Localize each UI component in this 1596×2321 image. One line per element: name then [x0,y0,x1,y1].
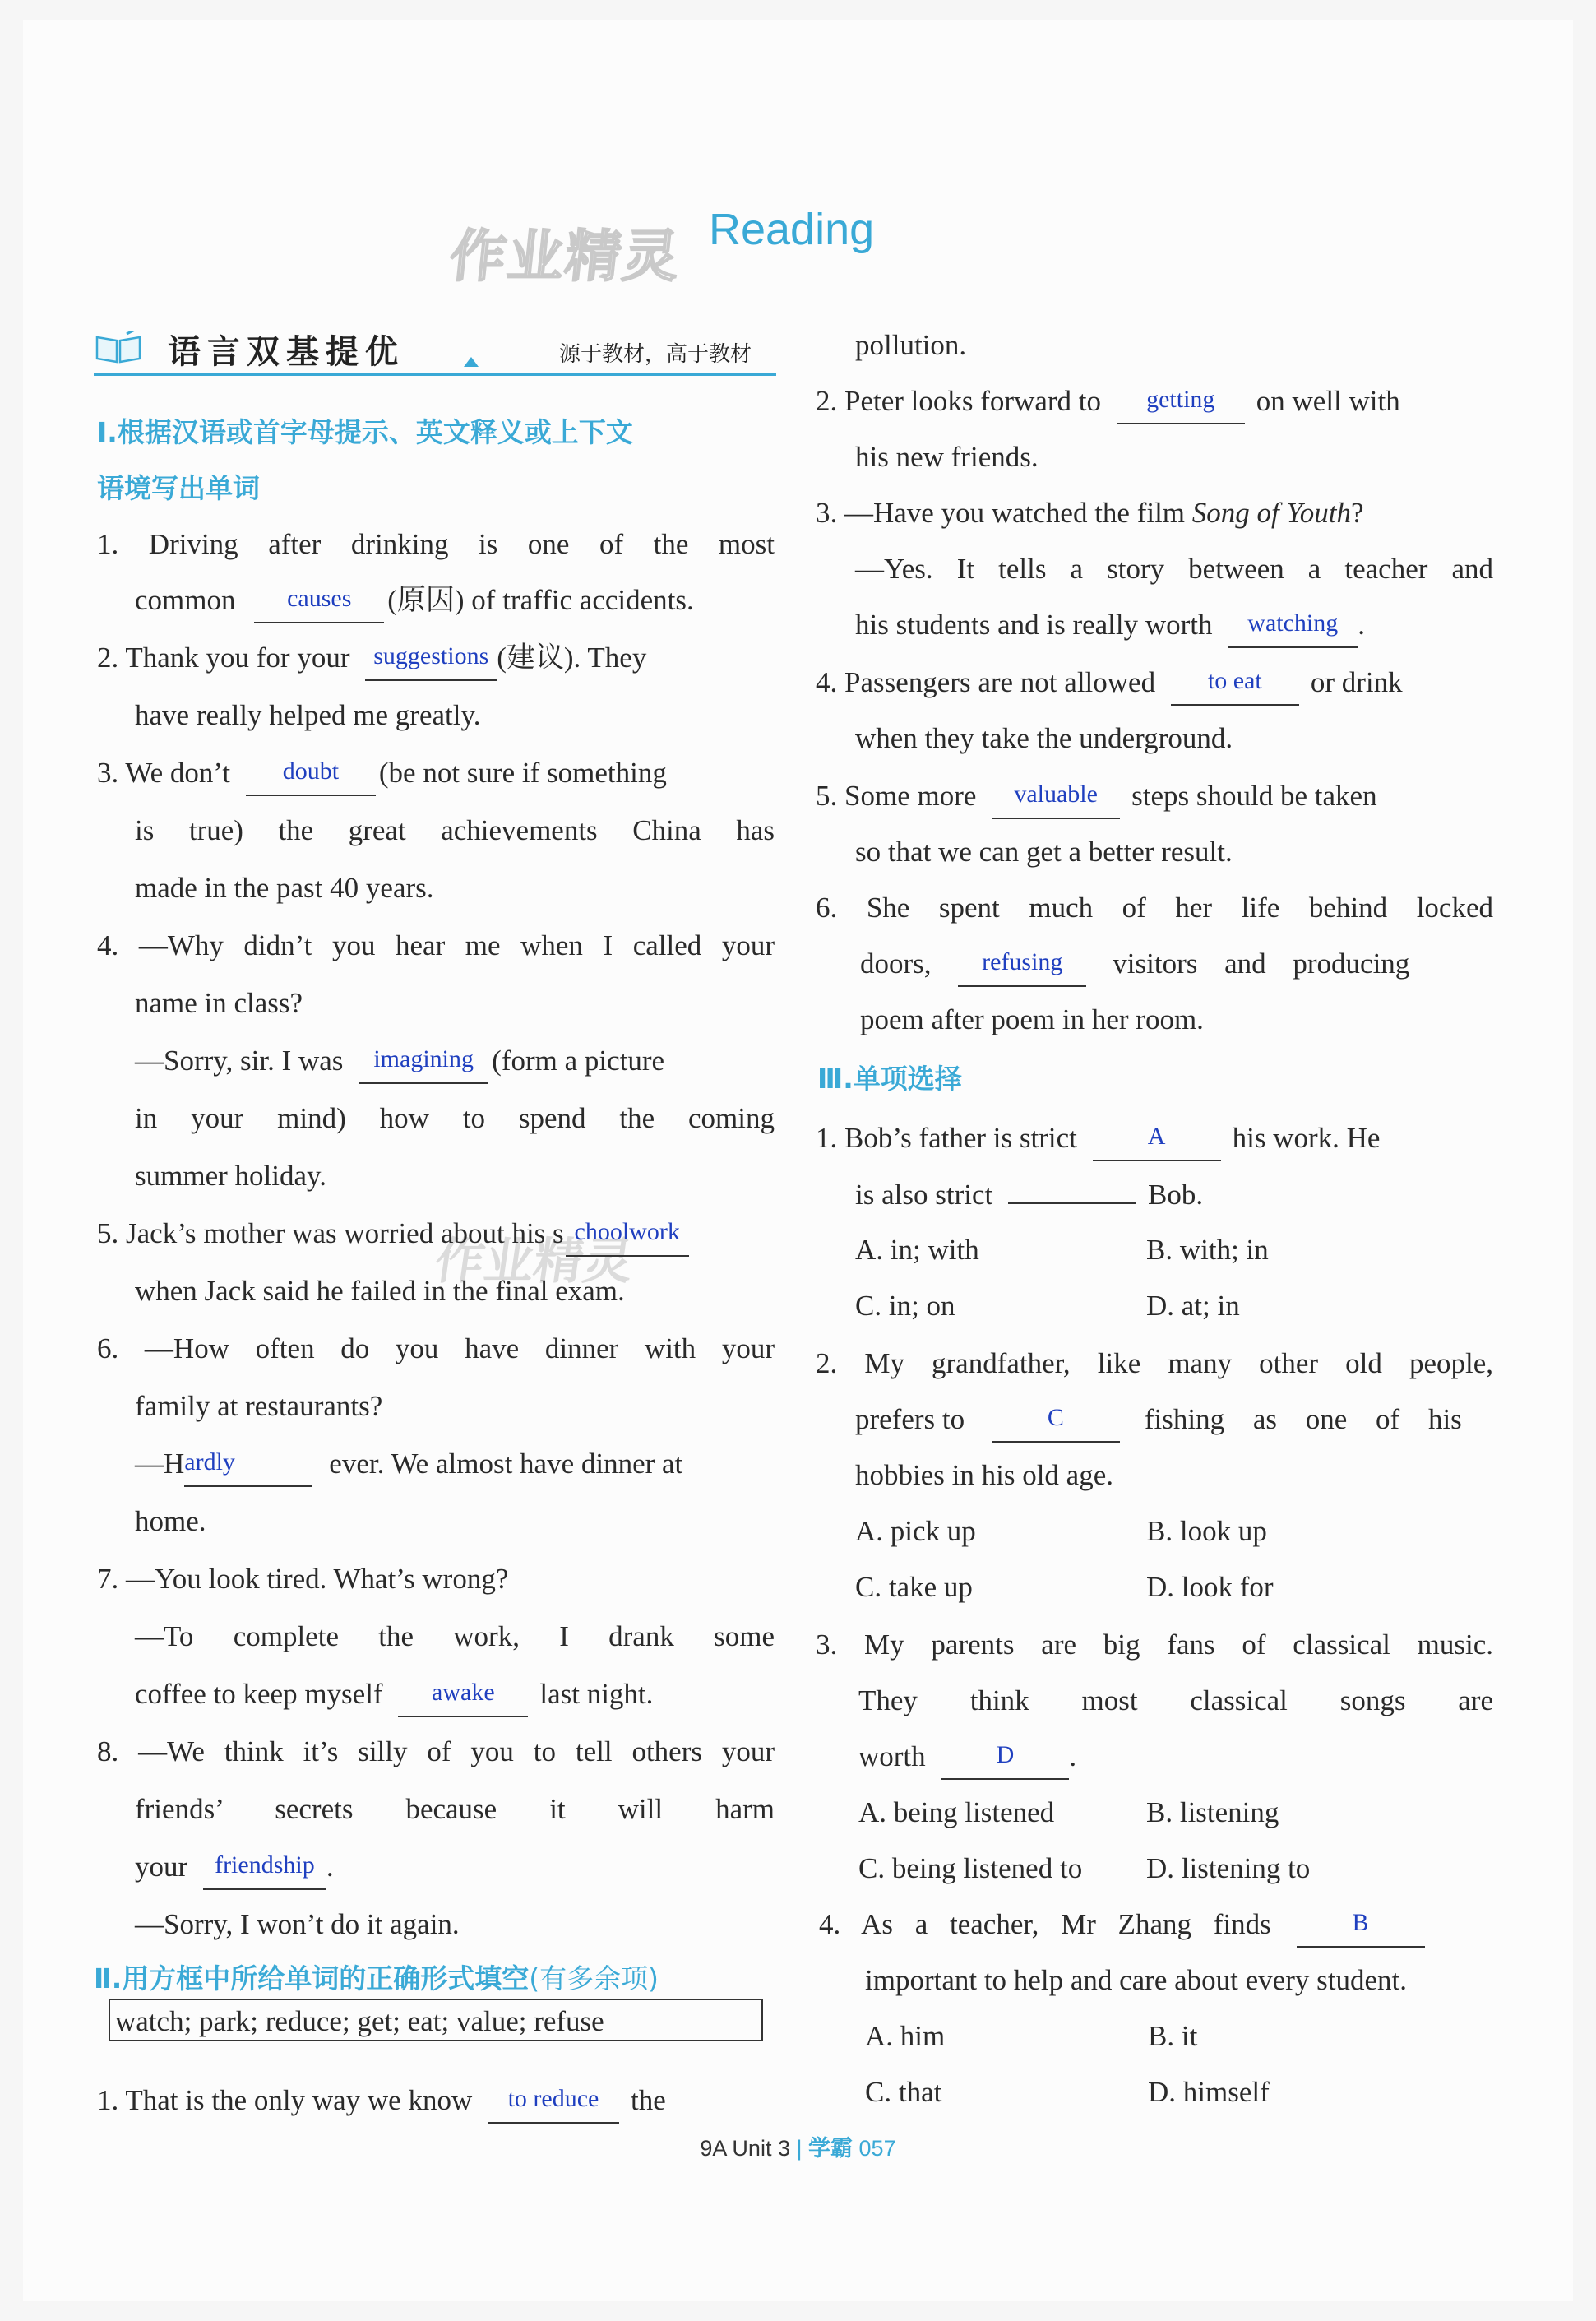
mc3-optC[interactable]: C. being listened to [858,1852,1083,1884]
s2q6-text: doors, [860,947,932,980]
q2-blank[interactable] [365,643,497,681]
mc3-optA[interactable]: A. being listened [858,1796,1055,1828]
q1-line1: 1. Driving after drinking is one of the most [97,528,775,560]
mc2-line2 [855,1392,1462,1448]
mc2-optB[interactable]: B. look up [1146,1515,1267,1547]
q4-line5: summer holiday. [135,1160,326,1192]
q7-line1: 7. —You look tired. What’s wrong? [97,1563,509,1595]
q8-blank[interactable] [203,1852,326,1890]
s2q5-line2: so that we can get a better result. [855,836,1233,868]
s2q4-text-end: or drink [1310,666,1403,698]
q2-text: 2. Thank you for your [97,642,350,674]
header-title: 语言双基提优 [168,333,405,371]
section2-title-text: Ⅱ.用方框中所给单词的正确形式填空 [94,1962,530,1994]
s2q1-answer: to reduce [507,2085,599,2112]
mc3-line1: 3. My parents are big fans of classical music. [816,1628,1493,1661]
s2q1-line2: pollution. [855,329,967,361]
s2q2-answer: getting [1146,386,1215,413]
s2q3-text: 3. —Have you watched the film [816,497,1186,529]
mc4-optD[interactable]: D. himself [1148,2076,1270,2108]
mc2-line1: 2. My grandfather, like many other old people, [816,1347,1493,1379]
q2-answer: suggestions [373,642,489,669]
q7-line3 [135,1666,653,1722]
q6-answer: ardly [184,1448,235,1476]
mc4-optA[interactable]: A. him [865,2020,946,2052]
s2q3-line3 [855,597,1365,653]
q4-line3 [135,1033,664,1089]
s2q3-film-title: Song of Youth [1191,497,1351,529]
q8-answer: friendship [215,1851,315,1879]
mc2-optD[interactable]: D. look for [1146,1571,1274,1603]
mc2-line3: hobbies in his old age. [855,1459,1113,1491]
s2q4-line1 [816,655,1403,711]
mc2-answer: C [1047,1404,1064,1431]
q4-line1: 4. —Why didn’t you hear me when I called your [97,929,775,961]
word-box: watch; park; reduce; get; eat; value; refuse [109,1999,763,2041]
s2q6-line2 [860,936,1409,992]
s2q3-text-2: his students and is really worth [855,609,1213,641]
q6-text: —H [135,1448,185,1480]
mc1-answer: A [1147,1123,1166,1150]
q7-blank[interactable] [398,1679,528,1717]
q8-line3 [135,1839,334,1895]
mc1-blank-2[interactable] [1008,1166,1136,1204]
watermark-middle: 作业精灵 [431,1233,637,1290]
q7-answer: awake [432,1679,495,1706]
section2-title [94,1957,659,1996]
s2q6-answer: refusing [982,948,1063,975]
q4-blank[interactable] [359,1046,488,1084]
s2q1-blank[interactable] [488,2086,619,2124]
q8-line4: —Sorry, I won’t do it again. [135,1908,460,1940]
mc2-text: prefers to [855,1403,965,1435]
q4-text-end: (form a picture [492,1045,665,1077]
q6-text-end: ever. We almost have dinner at [329,1448,683,1480]
s2q5-line1 [816,768,1377,824]
mc1-text: 1. Bob’s father is strict [816,1122,1077,1154]
q5-line1 [97,1206,689,1262]
q8-line1: 8. —We think it’s silly of you to tell others your [97,1735,775,1767]
mc3-optB[interactable]: B. listening [1146,1796,1279,1828]
s2q6-line1: 6. She spent much of her life behind locked [816,892,1493,924]
mc2-text-end: fishing as one of his [1144,1403,1462,1435]
s2q5-text-end: steps should be taken [1131,780,1377,812]
page-footer [0,2130,1596,2162]
q6-line1: 6. —How often do you have dinner with your [97,1332,775,1364]
mc4-optC[interactable]: C. that [865,2076,942,2108]
section-header [94,326,776,376]
q1-text-end: (原因) of traffic accidents. [387,584,694,616]
s2q1-text-end: the [630,2084,666,2116]
q5-answer: choolwork [574,1218,680,1245]
q6-blank[interactable] [184,1449,312,1487]
q3-text-end: (be not sure if something [378,757,667,789]
mc3-blank[interactable] [941,1742,1069,1780]
mc1-optA[interactable]: A. in; with [855,1234,979,1266]
s2q2-line2: his new friends. [855,441,1039,473]
s2q2-line1 [816,373,1400,429]
mc1-optC[interactable]: C. in; on [855,1290,955,1322]
s2q4-answer: to eat [1207,667,1262,694]
mc3-text: worth [858,1740,926,1772]
q7-text-end: last night. [539,1678,654,1710]
open-book-icon [94,331,143,364]
s2q3-line2: —Yes. It tells a story between a teacher and [855,553,1493,585]
mc3-line3 [858,1729,1076,1785]
s2q5-answer: valuable [1014,781,1098,808]
mc2-blank[interactable] [992,1405,1120,1443]
mc3-optD[interactable]: D. listening to [1146,1852,1311,1884]
s2q3-line1 [816,485,1364,541]
mc3-line2: They think most classical songs are [858,1684,1493,1716]
q6-line3 [135,1436,682,1492]
page-number: 057 [858,2136,896,2161]
mc4-line1 [819,1897,1493,1953]
q7-line2: —To complete the work, I drank some [135,1620,775,1652]
q8-text-end: . [326,1851,334,1883]
mc1-line2 [855,1166,1203,1222]
s2q3-text-end: . [1358,609,1366,641]
footer-unit: 9A Unit 3 [700,2136,790,2161]
s2q4-text: 4. Passengers are not allowed [816,666,1156,698]
q3-blank[interactable] [246,758,376,796]
q4-answer: imagining [373,1045,474,1072]
mc2-optC[interactable]: C. take up [855,1571,973,1603]
q4-text: —Sorry, sir. I was [135,1045,344,1077]
s2q1-text: 1. That is the only way we know [97,2084,473,2116]
footer-brand: 学霸 [808,2136,854,2161]
q6-line2: family at restaurants? [135,1390,383,1422]
mc1-optB[interactable]: B. with; in [1146,1234,1269,1266]
q1-text: common [135,584,236,616]
mc2-optA[interactable]: A. pick up [855,1515,976,1547]
header-subtitle: 源于教材，高于教材 [558,342,752,367]
q3-line1 [97,745,667,801]
q2-line1 [97,630,646,686]
q6-line4: home. [135,1505,206,1537]
mc3-answer: D [996,1741,1015,1768]
s2q5-blank[interactable] [992,781,1120,819]
q8-line2: friends’ secrets because it will harm [135,1793,775,1825]
s2q2-text: 2. Peter looks forward to [816,385,1102,417]
header-accent [464,357,479,367]
mc1-blank[interactable] [1093,1123,1221,1161]
mc4-blank[interactable] [1297,1910,1425,1948]
s2q4-blank[interactable] [1171,668,1299,706]
q3-line2: is true) the great achievements China has [135,814,775,846]
q3-text: 3. We don’t [97,757,231,789]
mc4-text: 4. As a teacher, Mr Zhang finds [819,1908,1271,1940]
s2q6-line3: poem after poem in her room. [860,1003,1204,1035]
q3-line3: made in the past 40 years. [135,872,434,904]
footer-separator: | [796,2136,803,2161]
q1-answer: causes [287,585,352,612]
q1-line2 [135,572,694,628]
watermark-top: 作业精灵 [446,225,684,290]
q5-line2: when Jack said he failed in the final exam. [135,1275,625,1307]
mc1-text-2: is also strict [855,1179,993,1211]
q2-text-end: (建议). They [497,642,647,674]
mc1-line1 [816,1110,1380,1166]
mc3-text-end: . [1069,1740,1077,1772]
q5-blank[interactable] [566,1219,689,1257]
s2q5-text: 5. Some more [816,780,977,812]
s2q2-text-end: on well with [1256,385,1400,417]
section1-title-cont: 语境写出单词 [97,472,260,504]
s2q1-line1 [97,2073,666,2129]
s2q6-text-end: visitors and producing [1113,947,1410,980]
q1-blank[interactable] [254,586,384,623]
q3-answer: doubt [282,757,340,785]
q2-line2: have really helped me greatly. [135,699,481,731]
mc4-answer: B [1352,1909,1369,1936]
q7-text: coffee to keep myself [135,1678,383,1710]
s2q4-line2: when they take the underground. [855,722,1233,754]
q5-text: 5. Jack’s mother was worried about his s [97,1217,564,1249]
mc1-text-end: his work. He [1232,1122,1381,1154]
section3-title: Ⅲ.单项选择 [817,1063,962,1095]
section2-note: (有多余项) [529,1962,659,1994]
s2q3-answer: watching [1247,609,1339,637]
mc4-optB[interactable]: B. it [1148,2020,1198,2052]
q4-line2: name in class? [135,987,303,1019]
q4-line4: in your mind) how to spend the coming [135,1102,775,1134]
s2q3-qmark: ? [1351,497,1364,529]
mc1-optD[interactable]: D. at; in [1146,1290,1240,1322]
page-title: Reading [709,205,875,254]
mc4-line2: important to help and care about every student. [865,1964,1407,1996]
s2q3-blank[interactable] [1228,610,1358,648]
s2q6-blank[interactable] [958,949,1086,987]
q8-text: your [135,1851,188,1883]
s2q2-blank[interactable] [1117,387,1245,424]
mc1-text-3: Bob. [1147,1179,1204,1211]
section1-title: Ⅰ.根据汉语或首字母提示、英文释义或上下文 [97,416,633,448]
